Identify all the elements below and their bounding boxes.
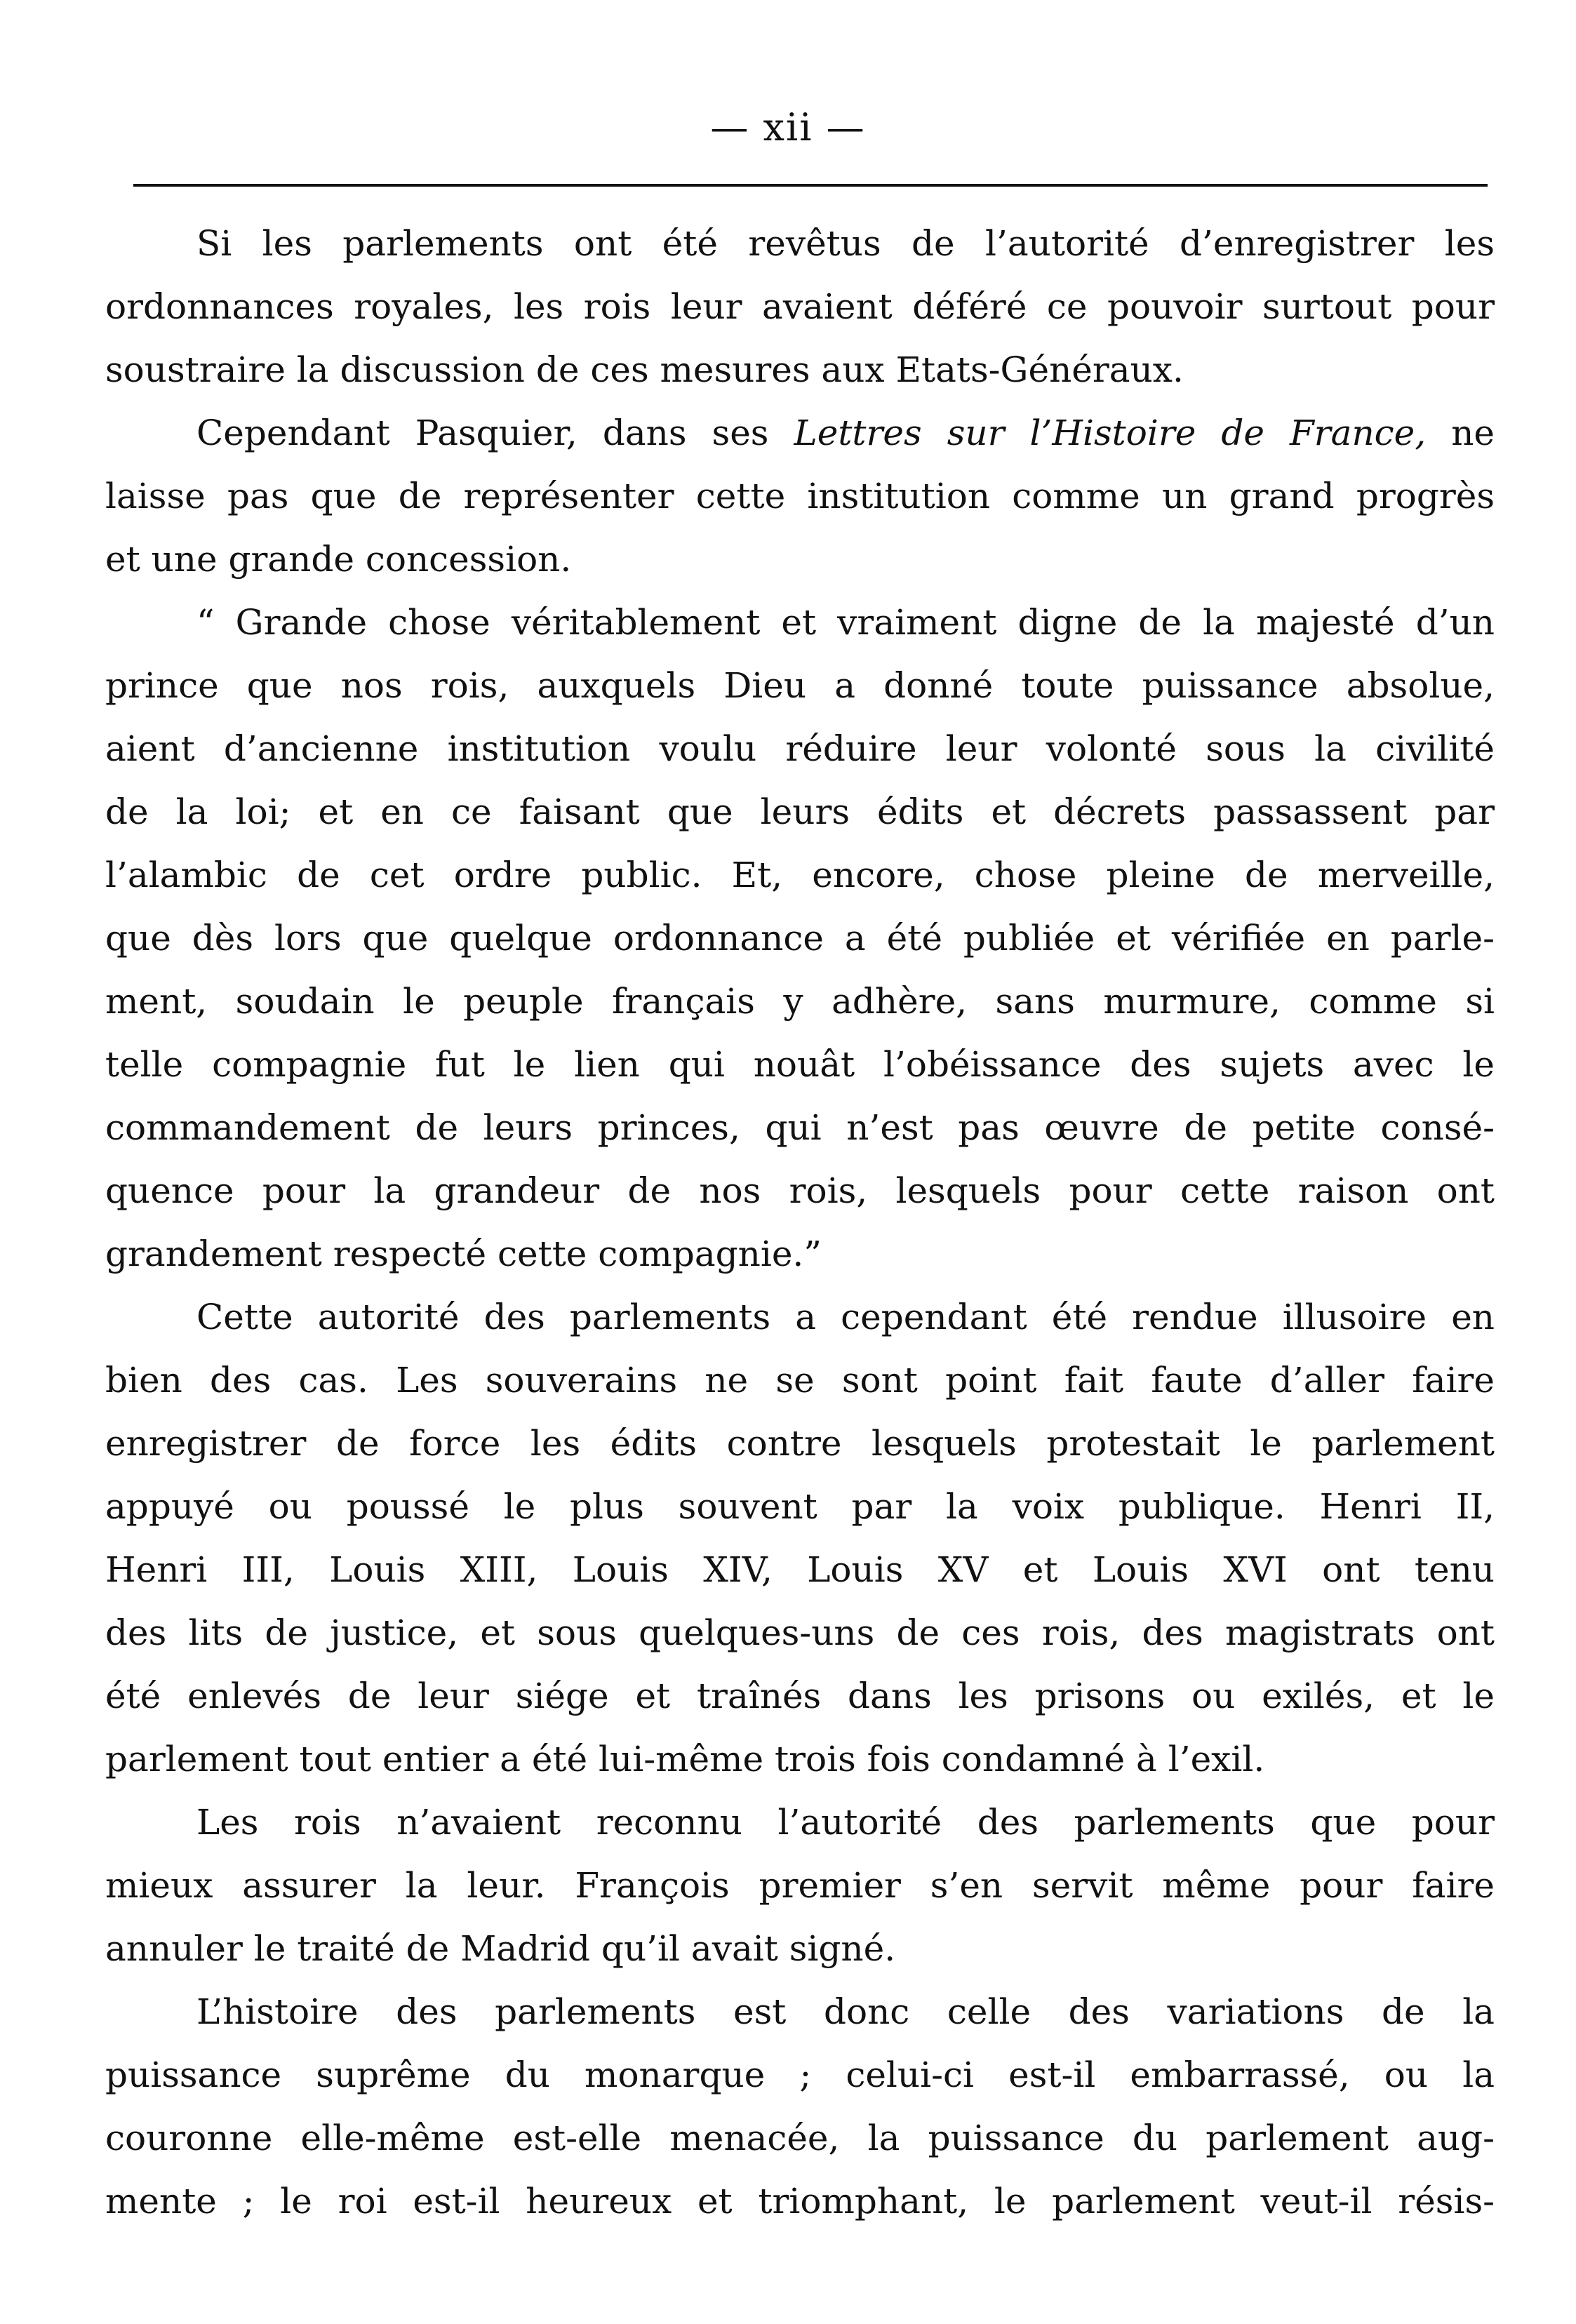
text-line: l’alambic de cet ordre public. Et, encore, chose pleine de merveille, <box>105 855 1495 895</box>
text-line: ordonnances royales, les rois leur avaient déféré ce pouvoir surtout pour <box>105 286 1495 327</box>
text-line <box>105 401 1495 465</box>
text-line: mente ; le roi est-il heureux et triomphant, le parlement veut-il résis- <box>105 2181 1495 2222</box>
page-number: — xii — <box>710 105 866 149</box>
text-line: laisse pas que de représenter cette institution comme un grand progrès <box>105 476 1495 516</box>
text-line: bien des cas. Les souverains ne se sont point fait faute d’aller faire <box>105 1360 1495 1401</box>
text-line: de la loi; et en ce faisant que leurs édits et décrets passassent par <box>105 792 1495 832</box>
text-line: grandement respecté cette compagnie.” <box>105 1234 822 1274</box>
text-line: que dès lors que quelque ordonnance a été publiée et vérifiée en parle- <box>105 918 1495 959</box>
text-run: Cependant Pasquier, dans ses <box>196 413 769 453</box>
book-title: Lettres sur l’Histoire de France, <box>794 413 1427 453</box>
text-line: prince que nos rois, auxquels Dieu a donné toute puissance absolue, <box>105 665 1495 706</box>
text-line: Les rois n’avaient reconnu l’autorité des parlements que pour <box>196 1802 1495 1843</box>
text-line: L’histoire des parlements est donc celle des variations de la <box>196 1991 1495 2032</box>
paragraph-6 <box>105 1980 1495 2233</box>
text-line: telle compagnie fut le lien qui nouât l’obéissance des sujets avec le <box>105 1044 1495 1085</box>
text-line: aient d’ancienne institution voulu réduire leur volonté sous la civilité <box>105 728 1495 769</box>
text-line: puissance suprême du monarque ; celui-ci est-il embarrassé, ou la <box>105 2055 1495 2095</box>
text-line: couronne elle-même est-elle menacée, la puissance du parlement aug- <box>105 2118 1495 2158</box>
paragraph-3-quotation <box>105 591 1495 1285</box>
text-line: été enlevés de leur siége et traînés dans les prisons ou exilés, et le <box>105 1676 1495 1716</box>
text-line: Cette autorité des parlements a cependant été rendue illusoire en <box>196 1297 1495 1337</box>
text-line: “ Grande chose véritablement et vraiment digne de la majesté d’un <box>196 602 1495 643</box>
paragraph-5 <box>105 1791 1495 1980</box>
text-line: des lits de justice, et sous quelques-uns de ces rois, des magistrats ont <box>105 1612 1495 1653</box>
text-line: appuyé ou poussé le plus souvent par la voix publique. Henri II, <box>105 1486 1495 1527</box>
text-line: soustraire la discussion de ces mesures aux Etats-Généraux. <box>105 349 1184 390</box>
paragraph-2 <box>105 401 1495 591</box>
text-line: annuler le traité de Madrid qu’il avait signé. <box>105 1928 896 1969</box>
paragraph-1 <box>105 212 1495 401</box>
text-line: enregistrer de force les édits contre lesquels protestait le parlement <box>105 1423 1495 1464</box>
text-line: Henri III, Louis XIII, Louis XIV, Louis XV et Louis XVI ont tenu <box>105 1549 1495 1590</box>
text-run: ne <box>1451 413 1495 453</box>
body-text <box>105 212 1495 2233</box>
text-line: et une grande concession. <box>105 539 572 580</box>
text-line: Si les parlements ont été revêtus de l’autorité d’enregistrer les <box>196 223 1495 264</box>
header-rule <box>133 184 1488 187</box>
text-line: commandement de leurs princes, qui n’est pas œuvre de petite consé- <box>105 1107 1495 1148</box>
text-line: quence pour la grandeur de nos rois, lesquels pour cette raison ont <box>105 1170 1495 1211</box>
text-line: mieux assurer la leur. François premier s’en servit même pour faire <box>105 1865 1495 1906</box>
text-line: ment, soudain le peuple français y adhère, sans murmure, comme si <box>105 981 1495 1022</box>
paragraph-4 <box>105 1285 1495 1791</box>
text-line: parlement tout entier a été lui-même trois fois condamné à l’exil. <box>105 1739 1265 1779</box>
